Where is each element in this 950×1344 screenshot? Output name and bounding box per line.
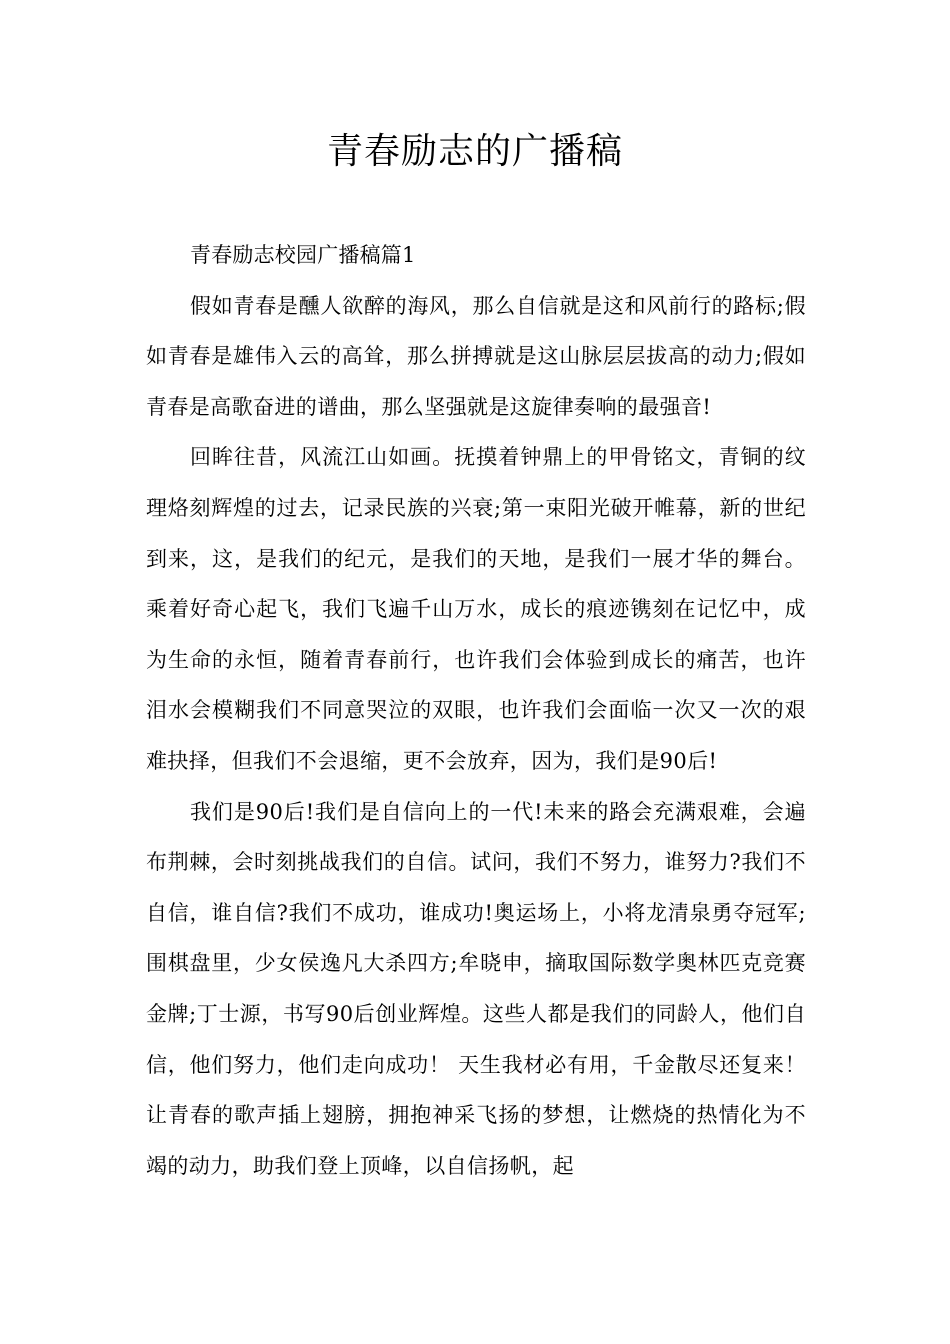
- paragraph-3: 我们是90后!我们是自信向上的一代!未来的路会充满艰难，会遍布荆棘，会时刻挑战我们的自信。试问，我们不努力，谁努力?我们不自信，谁自信?我们不成功，谁成功!奥运场上，小将龙清泉勇夺冠军;围棋盘里，少女侯逸凡大杀四方;牟晓申，摘取国际数学奥林匹克竞赛金牌;丁士源，书写90后创业辉煌。这些人都是我们的同龄人，他们自信，他们努力，他们走向成功！ 天生我材必有用，千金散尽还复来！ 让青春的歌声插上翅膀，拥抱神采飞扬的梦想，让燃烧的热情化为不竭的动力，助我们登上顶峰，以自信扬帆，起: [146, 799, 806, 1178]
- paragraph-1: 假如青春是醺人欲醉的海风，那么自信就是这和风前行的路标;假如青春是雄伟入云的高耸，那么拼搏就是这山脉层层拔高的动力;假如青春是高歌奋进的谱曲，那么坚强就是这旋律奏响的最强音!: [146, 293, 806, 419]
- document-body: [146, 230, 806, 1191]
- paragraph-2: 回眸往昔，风流江山如画。抚摸着钟鼎上的甲骨铭文，青铜的纹理烙刻辉煌的过去，记录民族的兴衰;第一束阳光破开帷幕，新的世纪到来，这，是我们的纪元，是我们的天地，是我们一展才华的舞台。 乘着好奇心起飞，我们飞遍千山万水，成长的痕迹镌刻在记忆中，成为生命的永恒，随着青春前行，也许我们会体验到成长的痛苦，也许泪水会模糊我们不同意哭泣的双眼，也许我们会面临一次又一次的艰难抉择，但我们不会退缩，更不会放弃，因为，我们是90后!: [146, 445, 806, 773]
- section-heading: 青春励志校园广播稿篇1: [190, 243, 416, 267]
- document-title: 青春励志的广播稿: [326, 131, 623, 172]
